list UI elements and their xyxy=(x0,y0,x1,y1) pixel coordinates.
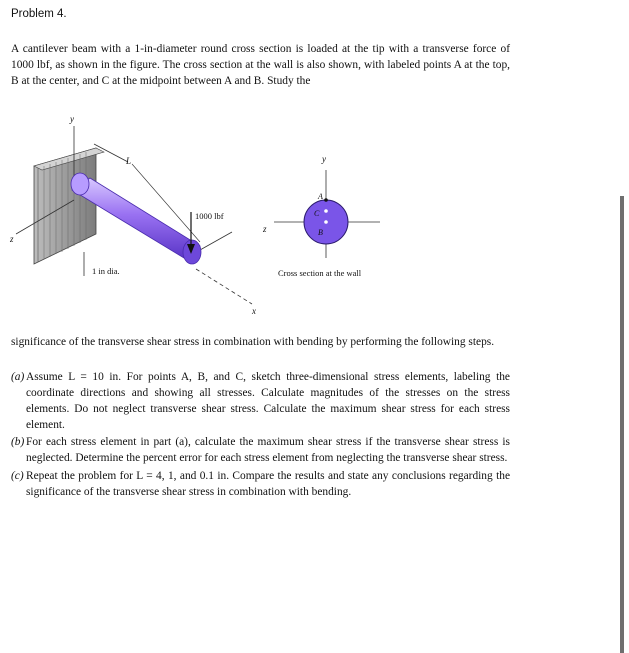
step-marker: (b) xyxy=(11,436,25,449)
step-item xyxy=(11,369,510,433)
step-marker: (c) xyxy=(11,469,24,482)
step-text: For each stress element in part (a), calculate the maximum shear stress if the transverse shear stress is neglected. Determine the percent error for each stress element from neglecting the transverse shear stress. xyxy=(26,436,510,465)
beam-axis-z-label: z xyxy=(10,234,14,244)
step-item xyxy=(11,468,510,500)
page-edge-bar xyxy=(620,196,624,653)
beam-axis-y-label: y xyxy=(70,114,74,124)
section-caption: Cross section at the wall xyxy=(278,268,362,278)
step-text: Repeat the problem for L = 4, 1, and 0.1 in. Compare the results and state any conclusions regarding the significance of the transverse shear stress in combination with bending. xyxy=(26,469,510,498)
figure-svg xyxy=(0,104,629,334)
step-item xyxy=(11,434,510,466)
section-axis-z-label: z xyxy=(263,224,267,234)
beam-diameter-label: 1 in dia. xyxy=(92,266,120,276)
section-point-b-label: B xyxy=(318,228,323,237)
step-list xyxy=(11,369,510,501)
beam-axis-x-label: x xyxy=(252,306,256,316)
step-text: Assume L = 10 in. For points A, B, and C, sketch three-dimensional stress elements, labeling the coordinate directions and showing all stresses. Calculate magnitudes of the stresses on the stress elements. Do not neglect transverse shear stress. Calculate the maximum shear stress for each stress element. xyxy=(26,371,510,432)
step-marker: (a) xyxy=(11,371,25,383)
problem-heading: Problem 4. xyxy=(11,8,67,20)
problem-intro: A cantilever beam with a 1-in-diameter round cross section is loaded at the tip with a transverse force of 1000 lbf, as shown in the figure. The cross section at the wall is also shown, with labeled points A at the top, B at the center, and C at the midpoint between A and B. Study the xyxy=(11,43,510,88)
section-point-a-label: A xyxy=(318,192,323,201)
problem-continuation: significance of the transverse shear stress in combination with bending by performing the following steps. xyxy=(11,336,495,348)
problem-figure xyxy=(0,104,629,334)
section-axis-y-label: y xyxy=(322,154,326,164)
wall xyxy=(34,148,104,264)
cross-section xyxy=(274,170,380,258)
beam-load-label: 1000 lbf xyxy=(195,211,224,221)
beam-length-label: L xyxy=(126,156,132,166)
section-point-c-label: C xyxy=(314,209,320,218)
